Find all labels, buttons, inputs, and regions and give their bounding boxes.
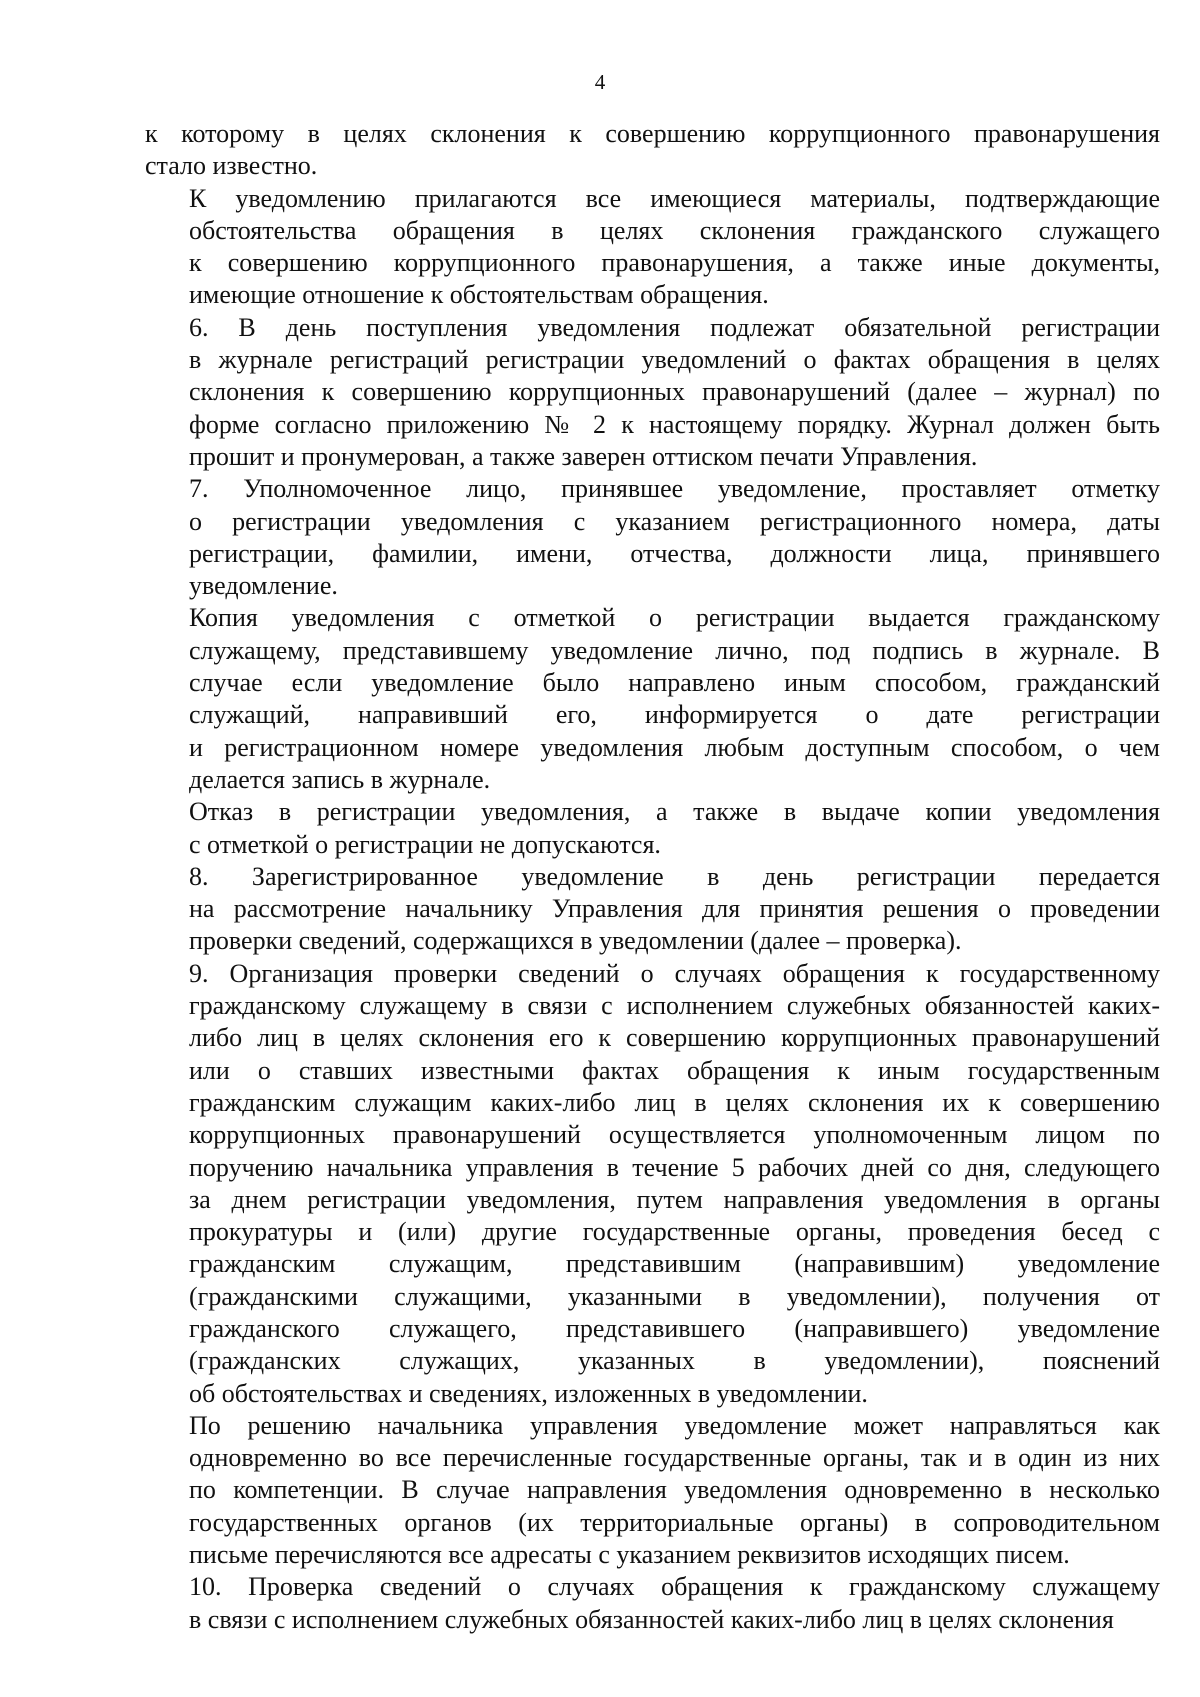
- paragraph: [145, 1571, 1160, 1636]
- text-line: к совершению коррупционного правонарушения, а также иные документы,: [189, 248, 1160, 278]
- paragraph: [145, 1410, 1160, 1571]
- text-line: или о ставших известными фактах обращения к иным государственным: [189, 1055, 1160, 1085]
- text-line: склонения к совершению коррупционных правонарушений (далее – журнал) по: [189, 377, 1160, 407]
- text-line: о регистрации уведомления с указанием регистрационного номера, даты: [189, 506, 1160, 536]
- text-line: гражданского служащего, представившего (направившего) уведомление: [189, 1313, 1160, 1343]
- text-line: случае если уведомление было направлено иным способом, гражданский: [189, 668, 1160, 698]
- text-line: (гражданскими служащими, указанными в уведомлении), получения от: [189, 1281, 1160, 1311]
- document-body: [145, 118, 1160, 1636]
- text-line: на рассмотрение начальнику Управления для принятия решения о проведении: [189, 894, 1160, 924]
- paragraph: [145, 958, 1160, 1410]
- text-line: делается запись в журнале.: [189, 764, 491, 794]
- text-line: и регистрационном номере уведомления любым доступным способом, о чем: [189, 732, 1160, 762]
- text-line: регистрации, фамилии, имени, отчества, должности лица, принявшего: [189, 538, 1160, 568]
- text-line: проверки сведений, содержащихся в уведомлении (далее – проверка).: [189, 926, 962, 956]
- text-line: государственных органов (их территориальные органы) в сопроводительном: [189, 1507, 1160, 1537]
- text-line: коррупционных правонарушений осуществляется уполномоченным лицом по: [189, 1120, 1160, 1150]
- text-line: обстоятельства обращения в целях склонения гражданского служащего: [189, 215, 1160, 245]
- text-line: к которому в целях склонения к совершению коррупционного правонарушения: [145, 119, 1160, 148]
- text-line: по компетенции. В случае направления уведомления одновременно в несколько: [189, 1475, 1160, 1505]
- page-number: 4: [594, 70, 606, 94]
- text-line: гражданским служащим, представившим (направившим) уведомление: [189, 1249, 1160, 1279]
- paragraph: [145, 796, 1160, 861]
- text-line: одновременно во все перечисленные государственные органы, так и в один из них: [189, 1443, 1160, 1473]
- text-line: 9. Организация проверки сведений о случаях обращения к государственному: [189, 958, 1160, 988]
- paragraph: [145, 312, 1160, 473]
- paragraph: [145, 861, 1160, 958]
- text-line: гражданским служащим каких-либо лиц в целях склонения их к совершению: [189, 1087, 1160, 1117]
- text-line: за днем регистрации уведомления, путем направления уведомления в органы: [189, 1184, 1160, 1214]
- text-line: письме перечисляются все адресаты с указанием реквизитов исходящих писем.: [189, 1540, 1070, 1570]
- text-line: 10. Проверка сведений о случаях обращения к гражданскому служащему: [189, 1572, 1160, 1602]
- text-line: 8. Зарегистрированное уведомление в день регистрации передается: [189, 861, 1160, 891]
- text-line: К уведомлению прилагаются все имеющиеся материалы, подтверждающие: [189, 183, 1160, 213]
- text-line: в связи с исполнением служебных обязанностей каких-либо лиц в целях склонения: [189, 1604, 1114, 1634]
- text-line: прошит и пронумерован, а также заверен оттиском печати Управления.: [189, 441, 978, 471]
- text-line: с отметкой о регистрации не допускаются.: [189, 829, 661, 859]
- text-line: имеющие отношение к обстоятельствам обращения.: [189, 280, 769, 310]
- text-line: гражданскому служащему в связи с исполнением служебных обязанностей каких-: [189, 991, 1160, 1021]
- text-line: служащий, направивший его, информируется о дате регистрации: [189, 700, 1160, 730]
- paragraph: [145, 473, 1160, 602]
- text-line: прокуратуры и (или) другие государственные органы, проведения бесед с: [189, 1217, 1160, 1247]
- text-line: служащему, представившему уведомление лично, под подпись в журнале. В: [189, 635, 1160, 665]
- text-line: стало известно.: [145, 151, 318, 181]
- text-line: Отказ в регистрации уведомления, а также в выдаче копии уведомления: [189, 797, 1160, 827]
- text-line: 7. Уполномоченное лицо, принявшее уведомление, проставляет отметку: [189, 474, 1160, 504]
- text-line: 6. В день поступления уведомления подлежат обязательной регистрации: [189, 312, 1160, 342]
- text-line: поручению начальника управления в течение 5 рабочих дней со дня, следующего: [189, 1152, 1160, 1182]
- text-line: уведомление.: [189, 571, 338, 601]
- text-line: форме согласно приложению № 2 к настоящему порядку. Журнал должен быть: [189, 409, 1160, 439]
- text-line: По решению начальника управления уведомление может направляться как: [189, 1410, 1160, 1440]
- text-line: (гражданских служащих, указанных в уведомлении), пояснений: [189, 1346, 1160, 1376]
- text-line: либо лиц в целях склонения его к совершению коррупционных правонарушений: [189, 1023, 1160, 1053]
- text-line: об обстоятельствах и сведениях, изложенных в уведомлении.: [189, 1378, 868, 1408]
- paragraph: [145, 602, 1160, 796]
- paragraph: [145, 183, 1160, 312]
- paragraph: [145, 118, 1160, 183]
- text-line: Копия уведомления с отметкой о регистрации выдается гражданскому: [189, 603, 1160, 633]
- text-line: в журнале регистраций регистрации уведомлений о фактах обращения в целях: [189, 345, 1160, 375]
